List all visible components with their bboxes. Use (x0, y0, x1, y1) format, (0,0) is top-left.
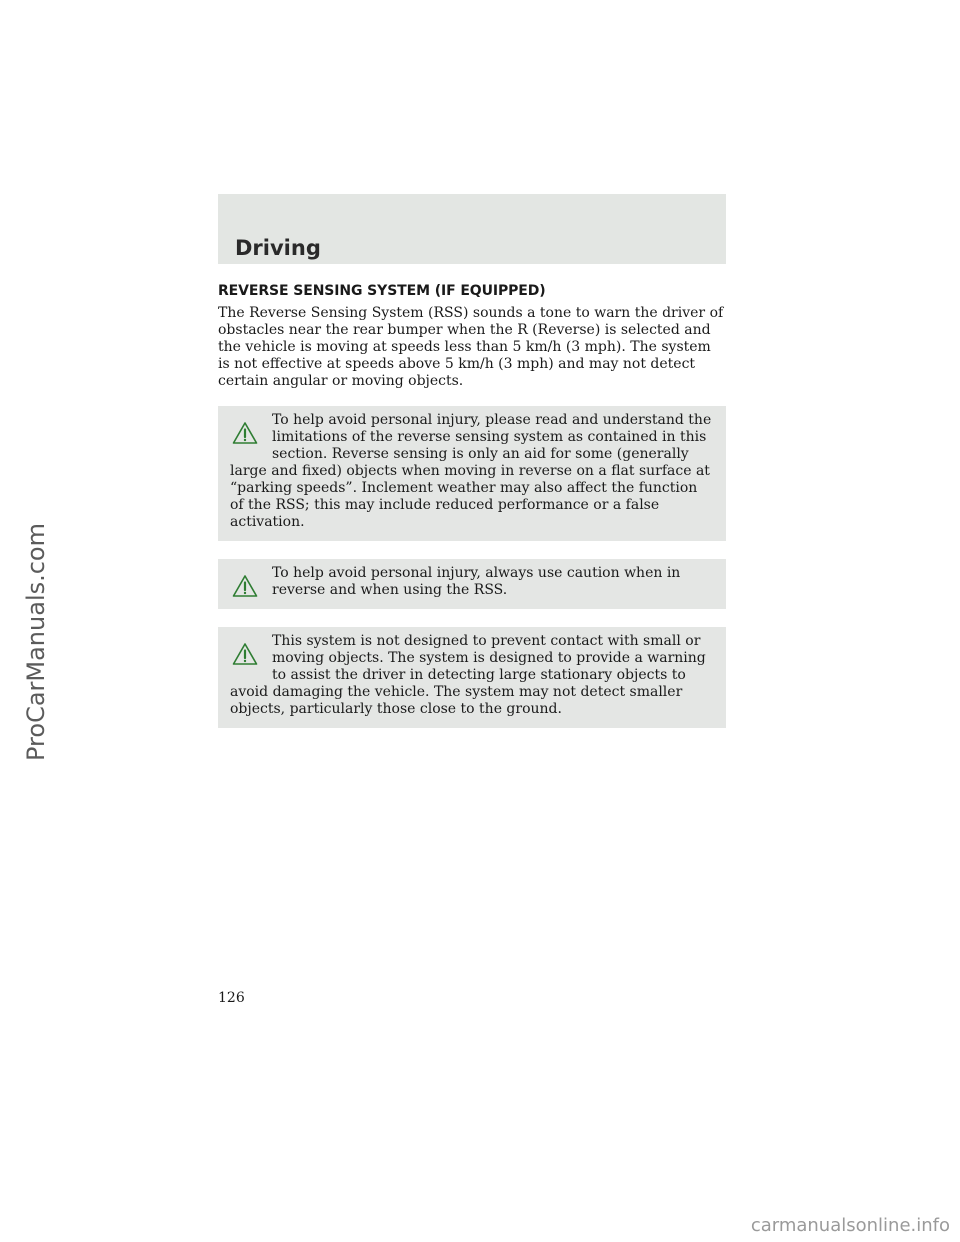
warning-triangle-icon (232, 642, 258, 668)
page-number: 126 (218, 990, 245, 1006)
section-banner (218, 194, 726, 264)
footer-watermark: carmanualsonline.info (750, 1215, 950, 1236)
warning-box (218, 559, 726, 609)
page-content (218, 283, 726, 746)
warning-triangle-icon (232, 574, 258, 600)
warning-box (218, 627, 726, 728)
section-heading: REVERSE SENSING SYSTEM (IF EQUIPPED) (218, 283, 546, 299)
intro-paragraph: The Reverse Sensing System (RSS) sounds a tone to warn the driver of obstacles near the rear bumper when the R (Reverse) is selected and the vehicle is moving at speeds less than 5 km/h (3 mph). The system is not effective at speeds above 5 km/h (3 mph) and may not detect certain angular or moving objects. (218, 305, 724, 389)
side-watermark (6, 512, 66, 772)
side-watermark-text: ProCarManuals.com (22, 522, 51, 762)
warning-text: This system is not designed to prevent contact with small or moving objects. The system is designed to provide a warning to assist the driver in detecting large stationary objects to avoid damaging the vehicle. The system may not detect smaller objects, particularly those close to the ground. (230, 633, 706, 717)
warning-box (218, 406, 726, 541)
warning-text: To help avoid personal injury, always use caution when in reverse and when using the RSS. (272, 565, 681, 598)
warning-triangle-icon (232, 421, 258, 447)
section-title: Driving (235, 236, 321, 260)
warning-text: To help avoid personal injury, please read and understand the limitations of the reverse sensing system as contained in this section. Reverse sensing is only an aid for some (generally large and fixed) objects when moving in reverse on a flat surface at “parking speeds”. Inclement weather may also affect the function of the RSS; this may include reduced performance or a false activation. (230, 412, 712, 530)
